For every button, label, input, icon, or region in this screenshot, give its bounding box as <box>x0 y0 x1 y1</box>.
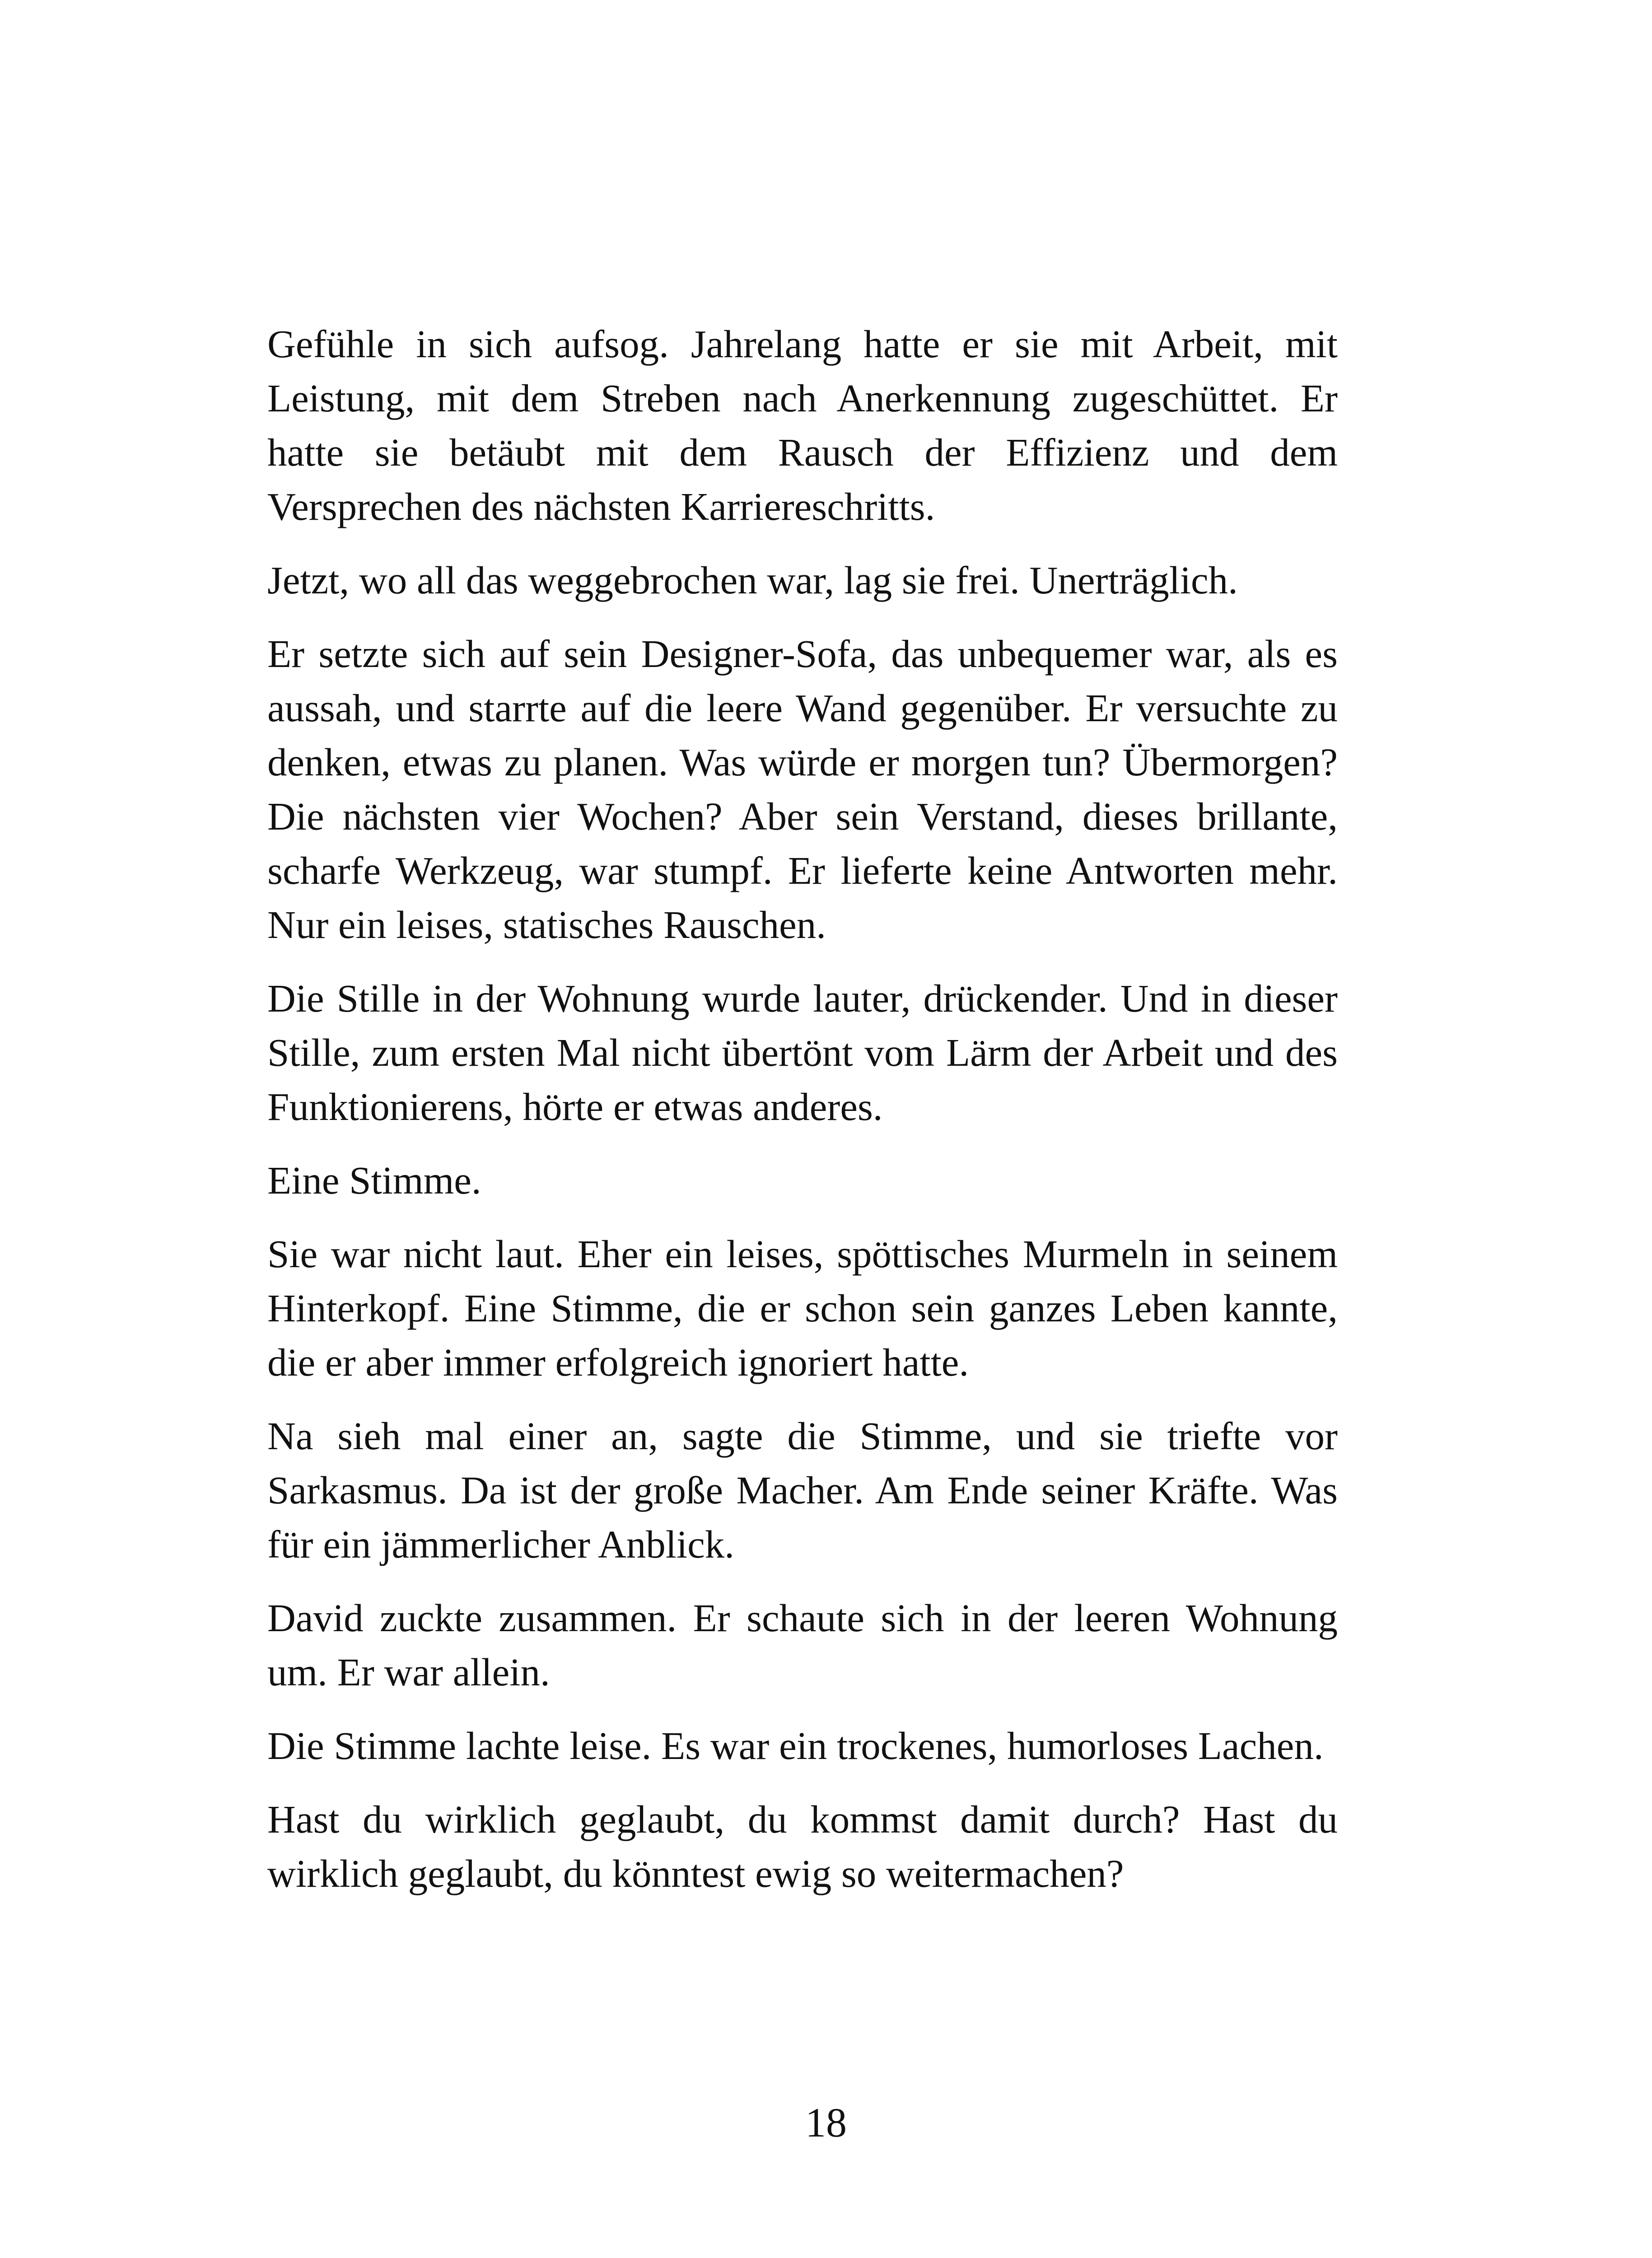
paragraph-5: Eine Stimme. <box>267 1158 481 1202</box>
paragraph-4: Die Stille in der Wohnung wurde lauter, drückender. Und in dieser Stille, zum ersten Mal nicht übertönt vom Lärm der Arbeit und des Funktionierens, hörte er etwas anderes. <box>267 976 1338 1129</box>
page-number: 18 <box>805 2099 847 2146</box>
paragraph-9: Die Stimme lachte leise. Es war ein trockenes, humorloses Lachen. <box>267 1724 1324 1768</box>
paragraph-1: Gefühle in sich aufsog. Jahrelang hatte er sie mit Arbeit, mit Leistung, mit dem Streben nach Anerkennung zugeschüttet. Er hatte sie betäubt mit dem Rausch der Effizienz und dem Versprechen des nächsten Karriereschritts. <box>267 322 1338 528</box>
paragraph-2: Jetzt, wo all das weggebrochen war, lag sie frei. Unerträglich. <box>267 558 1238 602</box>
paragraph-8: David zuckte zusammen. Er schaute sich in der leeren Wohnung um. Er war allein. <box>267 1596 1338 1694</box>
paragraph-10: Hast du wirklich geglaubt, du kommst damit durch? Hast du wirklich geglaubt, du könntest ewig so weitermachen? <box>267 1797 1338 1895</box>
paragraph-7: Na sieh mal einer an, sagte die Stimme, und sie triefte vor Sarkasmus. Da ist der große Macher. Am Ende seiner Kräfte. Was für ein jämmerlicher Anblick. <box>267 1414 1338 1566</box>
body-text <box>267 317 1338 1920</box>
paragraph-6: Sie war nicht laut. Eher ein leises, spöttisches Murmeln in seinem Hinterkopf. Eine Stimme, die er schon sein ganzes Leben kannte, die er aber immer erfolgreich ignoriert hatte. <box>267 1232 1338 1384</box>
paragraph-3: Er setzte sich auf sein Designer-Sofa, das unbequemer war, als es aussah, und starrte auf die leere Wand gegenüber. Er versuchte zu denken, etwas zu planen. Was würde er morgen tun? Übermorgen? Die nächsten vier Wochen? Aber sein Verstand, dieses brillante, scharfe Werkzeug, war stumpf. Er lieferte keine Antworten mehr. Nur ein leises, statisches Rauschen. <box>267 632 1338 947</box>
